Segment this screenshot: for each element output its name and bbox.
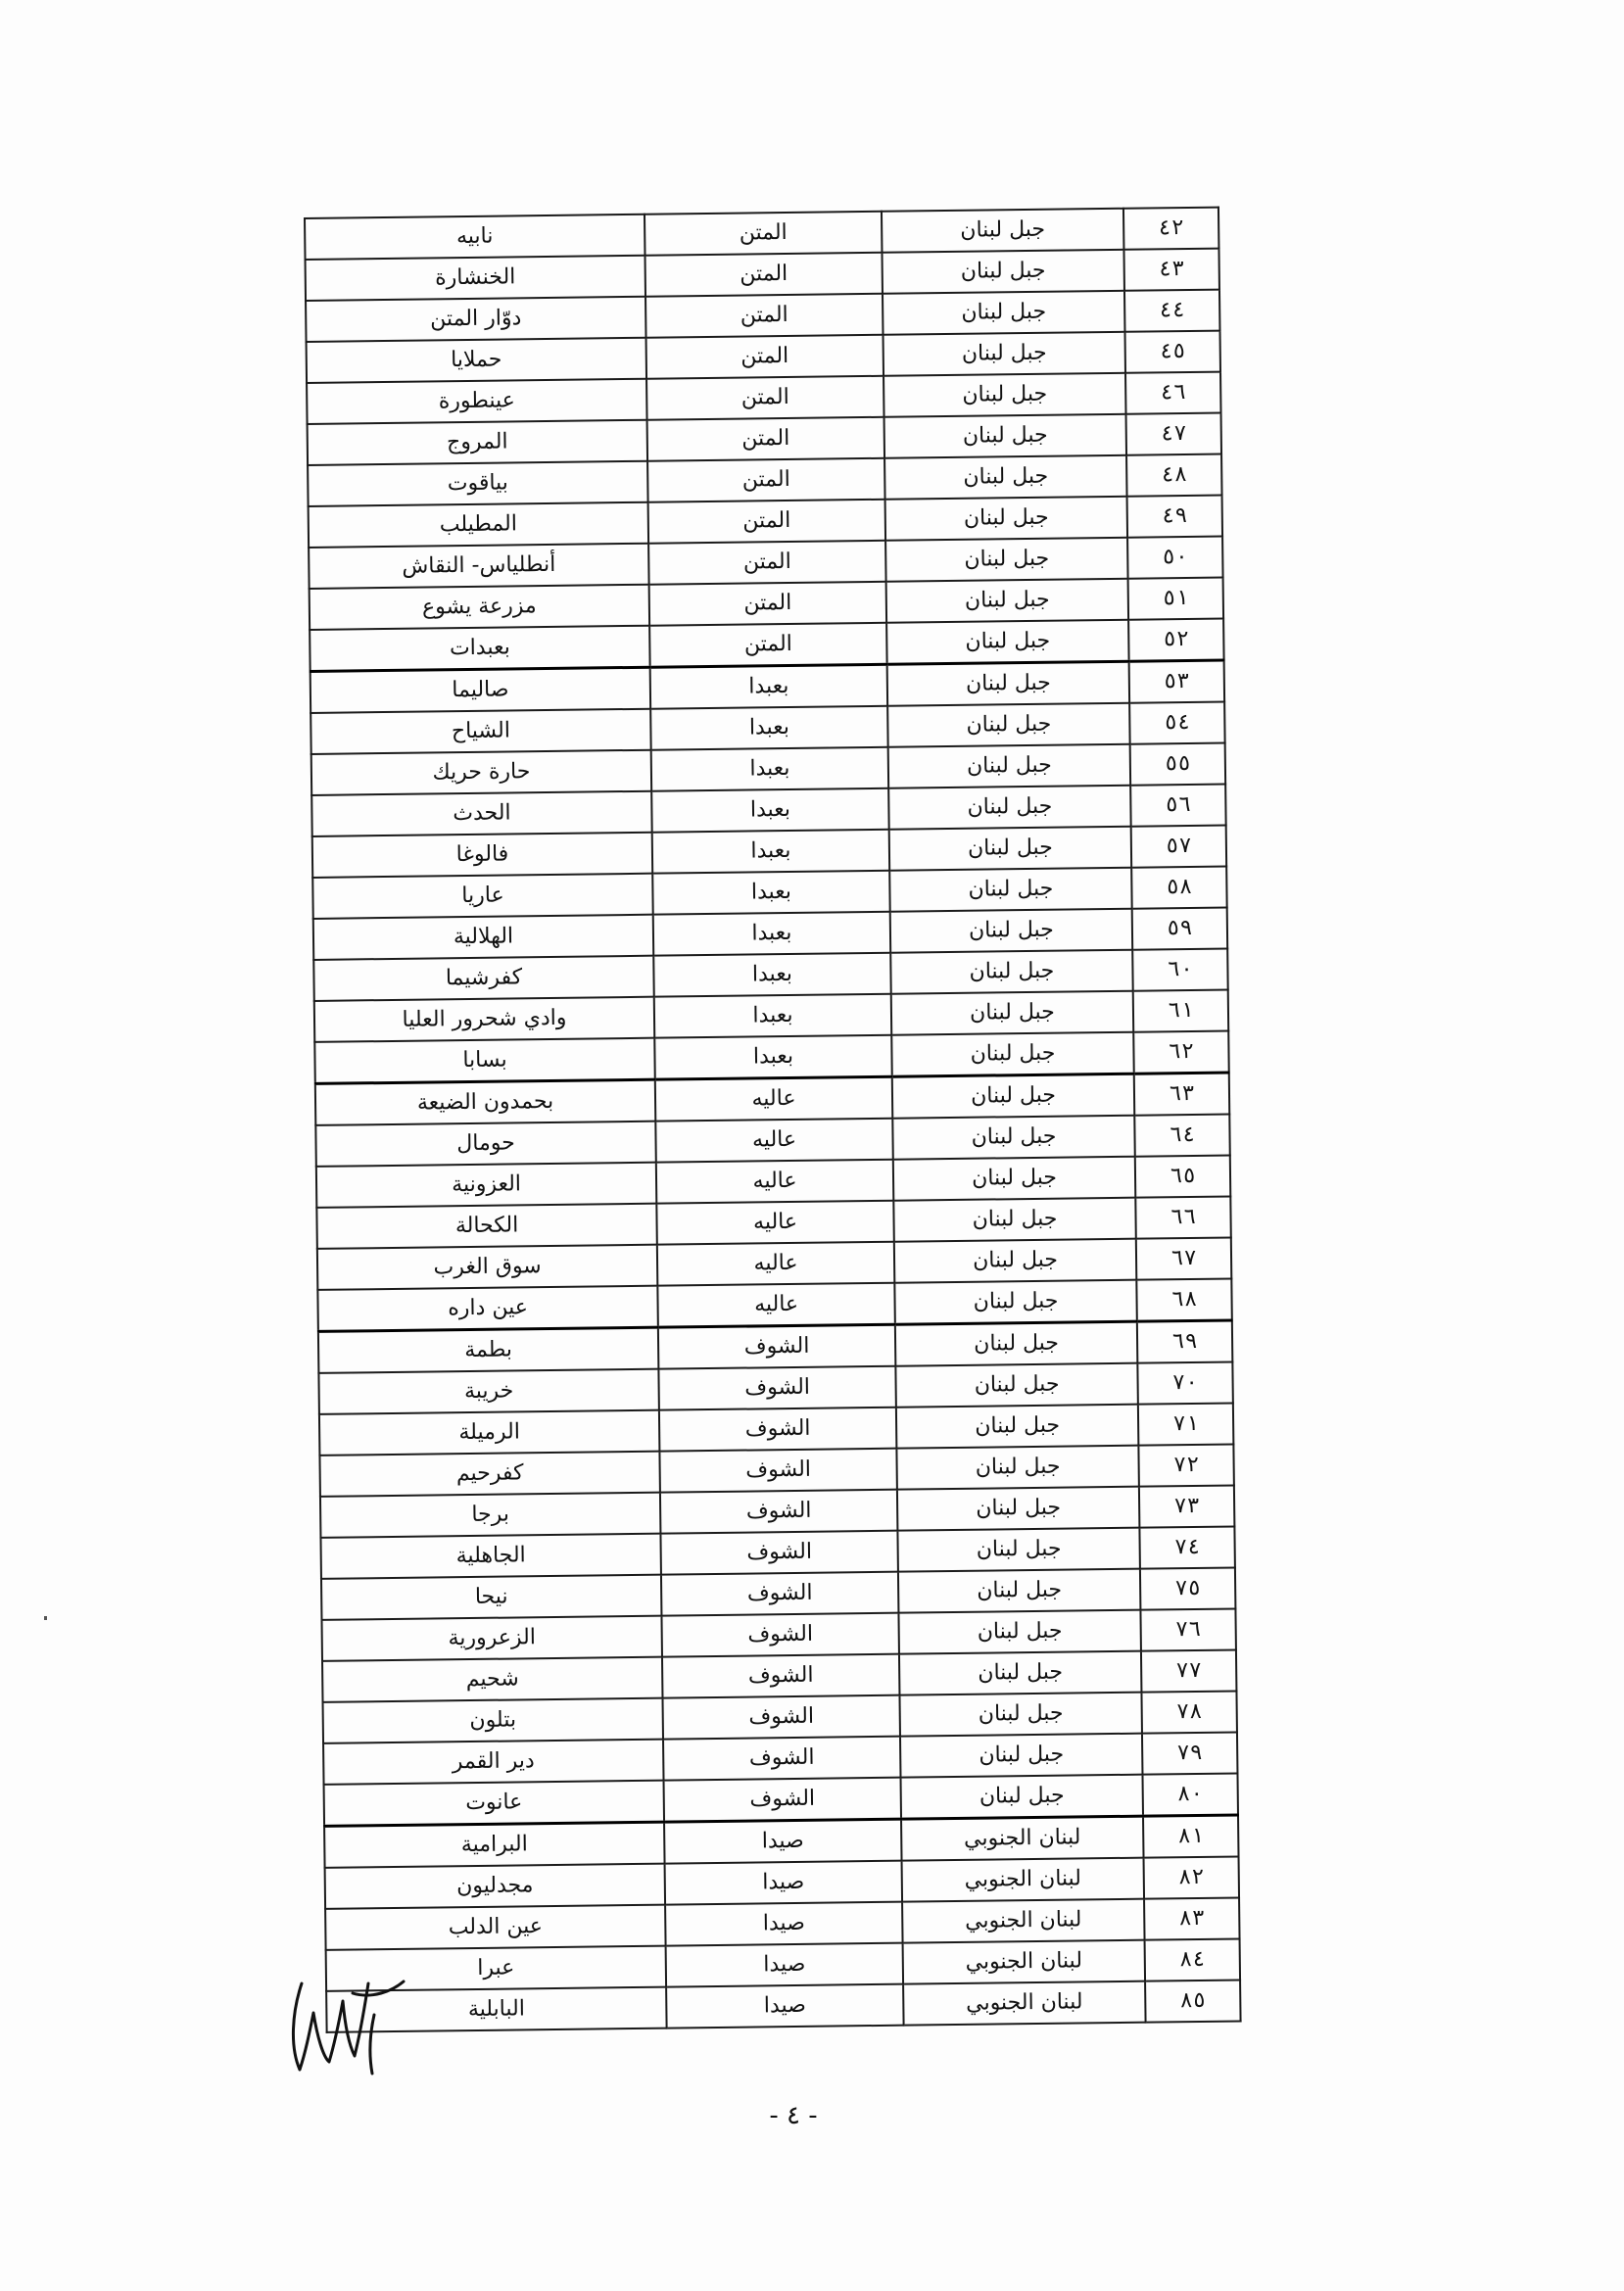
row-number-cell: ٧٤ [1139, 1526, 1235, 1568]
village-cell: خريبة [318, 1369, 658, 1414]
district-cell: بعبدا [650, 706, 887, 750]
village-cell: مجدليون [325, 1864, 665, 1909]
village-cell: عين الدلب [325, 1905, 665, 1950]
village-cell: الجاهلية [320, 1534, 660, 1579]
district-cell: عاليه [655, 1076, 893, 1121]
governorate-cell: جبل لبنان [895, 1321, 1138, 1366]
district-cell: الشوف [663, 1737, 900, 1781]
district-cell: المتن [648, 541, 885, 585]
row-number-cell: ٤٢ [1123, 208, 1219, 250]
district-cell: الشوف [658, 1324, 896, 1368]
village-cell: الحدث [311, 791, 651, 836]
row-number-cell: ٧٢ [1138, 1444, 1234, 1486]
governorate-cell: جبل لبنان [893, 1198, 1135, 1242]
governorate-cell: جبل لبنان [901, 1775, 1144, 1820]
district-cell: بعبدا [654, 1035, 892, 1079]
governorate-cell: جبل لبنان [886, 620, 1129, 665]
row-number-cell: ٥٩ [1132, 908, 1228, 950]
district-cell: المتن [645, 212, 882, 256]
village-cell: بعبدات [310, 626, 649, 672]
row-number-cell: ٥٦ [1130, 785, 1226, 827]
district-cell: المتن [646, 335, 884, 379]
governorate-cell: جبل لبنان [887, 703, 1129, 747]
village-cell: برجا [320, 1493, 660, 1538]
district-cell: عاليه [657, 1242, 894, 1286]
governorate-cell: جبل لبنان [897, 1487, 1139, 1531]
village-cell: بياقوت [308, 461, 647, 506]
village-cell: دير القمر [323, 1740, 663, 1785]
governorate-cell: جبل لبنان [892, 1116, 1134, 1160]
governorate-cell: جبل لبنان [882, 250, 1123, 294]
row-number-cell: ٧٨ [1141, 1691, 1237, 1733]
village-cell: نيحا [321, 1575, 661, 1620]
village-cell: عبرا [326, 1946, 666, 1991]
district-cell: المتن [645, 253, 882, 297]
district-cell: صيدا [666, 1943, 903, 1987]
row-number-cell: ٧٩ [1142, 1732, 1238, 1774]
governorate-cell: جبل لبنان [898, 1569, 1140, 1613]
governorate-cell: جبل لبنان [882, 209, 1123, 253]
village-cell: وادي شحرور العليا [314, 997, 654, 1042]
district-cell: المتن [646, 376, 884, 420]
governorate-cell: لبنان الجنوبي [902, 1858, 1144, 1902]
governorate-cell: جبل لبنان [888, 744, 1130, 788]
village-cell: شحيم [322, 1657, 662, 1702]
governorate-cell: لبنان الجنوبي [901, 1816, 1144, 1861]
village-cell: الكحالة [316, 1204, 656, 1249]
village-cell: العزونية [316, 1163, 656, 1208]
row-number-cell: ٧٠ [1137, 1362, 1233, 1405]
district-cell: صيدا [664, 1819, 902, 1863]
village-cell: صاليما [310, 667, 650, 713]
village-cell: المروج [308, 420, 647, 465]
row-number-cell: ٨١ [1143, 1815, 1239, 1858]
governorate-cell: جبل لبنان [884, 455, 1126, 500]
village-cell: بطمة [318, 1327, 658, 1373]
row-number-cell: ٥٨ [1131, 867, 1227, 909]
governorate-cell: جبل لبنان [884, 414, 1126, 458]
row-number-cell: ٨٥ [1145, 1980, 1241, 2022]
village-cell: حملايا [307, 338, 646, 383]
governorate-cell: جبل لبنان [899, 1651, 1141, 1695]
row-number-cell: ٦٧ [1136, 1238, 1232, 1280]
village-cell: الهلالية [313, 915, 653, 960]
scan-speck [44, 1616, 47, 1620]
row-number-cell: ٧٦ [1140, 1608, 1236, 1650]
row-number-cell: ٤٧ [1126, 413, 1222, 455]
district-cell: المتن [645, 294, 883, 338]
village-cell: بتلون [323, 1698, 663, 1743]
governorate-cell: لبنان الجنوبي [903, 1940, 1145, 1984]
village-cell: نابيه [305, 215, 645, 260]
village-cell: عين داره [317, 1286, 657, 1332]
governorate-cell: جبل لبنان [890, 950, 1132, 994]
district-cell: الشوف [662, 1695, 899, 1740]
row-number-cell: ٦٦ [1135, 1197, 1231, 1239]
row-number-cell: ٦٣ [1134, 1073, 1230, 1116]
governorate-cell: جبل لبنان [898, 1610, 1140, 1654]
governorate-cell: جبل لبنان [884, 373, 1125, 417]
district-cell: الشوف [660, 1531, 897, 1575]
governorate-cell: جبل لبنان [894, 1239, 1136, 1283]
row-number-cell: ٦١ [1133, 990, 1229, 1032]
district-cell: بعبدا [653, 912, 890, 956]
district-cell: الشوف [659, 1408, 896, 1452]
villages-table-body [305, 208, 1241, 2032]
village-cell: سوق الغرب [317, 1245, 657, 1290]
governorate-cell: جبل لبنان [884, 332, 1125, 376]
village-cell: بحمدون الضيعة [315, 1079, 655, 1125]
village-cell: الرميلة [319, 1410, 659, 1456]
district-cell: المتن [649, 582, 886, 626]
row-number-cell: ٥٥ [1130, 743, 1226, 786]
row-number-cell: ٧٣ [1139, 1485, 1235, 1527]
village-cell: بسابا [314, 1038, 654, 1084]
row-number-cell: ٥٣ [1129, 660, 1225, 703]
row-number-cell: ٤٤ [1124, 290, 1220, 332]
district-cell: عاليه [656, 1160, 893, 1204]
district-cell: عاليه [656, 1201, 893, 1245]
row-number-cell: ٨٤ [1145, 1938, 1241, 1981]
row-number-cell: ٧٥ [1140, 1567, 1236, 1609]
row-number-cell: ٥٤ [1129, 702, 1225, 744]
district-cell: صيدا [665, 1861, 902, 1905]
governorate-cell: جبل لبنان [892, 1074, 1135, 1119]
governorate-cell: لبنان الجنوبي [903, 1981, 1145, 2026]
village-cell: عانوت [324, 1781, 664, 1827]
village-cell: عينطورة [307, 379, 646, 424]
district-cell: المتن [649, 623, 887, 667]
district-cell: بعبدا [652, 830, 889, 874]
district-cell: بعبدا [651, 788, 888, 833]
district-cell: بعبدا [654, 994, 891, 1038]
row-number-cell: ٤٩ [1127, 496, 1223, 538]
row-number-cell: ٥٧ [1131, 826, 1227, 868]
village-cell: الشياح [310, 709, 650, 754]
row-number-cell: ٦٤ [1134, 1115, 1230, 1157]
village-cell: عاريا [312, 874, 652, 919]
village-cell: فالوغا [312, 833, 652, 878]
row-number-cell: ٦٢ [1133, 1031, 1229, 1074]
district-cell: عاليه [655, 1119, 892, 1163]
row-number-cell: ٦٥ [1135, 1156, 1231, 1198]
governorate-cell: جبل لبنان [889, 868, 1131, 912]
governorate-cell: جبل لبنان [883, 291, 1124, 335]
governorate-cell: جبل لبنان [885, 538, 1127, 582]
row-number-cell: ٨٢ [1144, 1856, 1240, 1898]
district-cell: بعبدا [650, 664, 888, 708]
village-cell: مزرعة يشوع [310, 585, 649, 630]
signature-icon [284, 1954, 411, 2081]
village-cell: الزعرورية [321, 1616, 661, 1661]
village-cell: حارة حريك [311, 750, 651, 795]
governorate-cell: جبل لبنان [894, 1280, 1137, 1325]
governorate-cell: جبل لبنان [895, 1363, 1137, 1408]
row-number-cell: ٥٢ [1128, 619, 1224, 662]
village-cell: دوّار المتن [306, 297, 645, 342]
district-cell: الشوف [662, 1654, 899, 1698]
village-cell: أنطلياس- النقاش [309, 544, 648, 589]
district-cell: الشوف [664, 1778, 902, 1822]
governorate-cell: لبنان الجنوبي [902, 1899, 1144, 1943]
district-cell: بعبدا [653, 953, 890, 997]
governorate-cell: جبل لبنان [891, 991, 1133, 1035]
governorate-cell: جبل لبنان [900, 1734, 1142, 1778]
row-number-cell: ٧٧ [1141, 1649, 1237, 1692]
row-number-cell: ٥١ [1128, 578, 1224, 620]
governorate-cell: جبل لبنان [896, 1405, 1138, 1449]
governorate-cell: جبل لبنان [886, 579, 1128, 623]
village-cell: الخنشارة [306, 256, 645, 301]
page-number: - ٤ - [769, 2101, 818, 2130]
district-cell: الشوف [658, 1366, 895, 1410]
governorate-cell: جبل لبنان [891, 1032, 1134, 1077]
village-cell: المطيلب [309, 502, 648, 548]
village-cell: البرامية [324, 1822, 664, 1868]
governorate-cell: جبل لبنان [889, 827, 1131, 871]
governorate-cell: جبل لبنان [897, 1528, 1139, 1572]
villages-table [304, 207, 1242, 2033]
row-number-cell: ٤٥ [1124, 331, 1220, 373]
governorate-cell: جبل لبنان [899, 1693, 1141, 1737]
row-number-cell: ٦٩ [1137, 1320, 1233, 1363]
governorate-cell: جبل لبنان [896, 1446, 1138, 1490]
district-cell: صيدا [665, 1902, 902, 1946]
district-cell: عاليه [657, 1283, 895, 1327]
district-cell: صيدا [666, 1984, 903, 2028]
governorate-cell: جبل لبنان [893, 1157, 1135, 1201]
governorate-cell: جبل لبنان [885, 497, 1127, 541]
village-cell: البابلية [326, 1987, 666, 2032]
district-cell: المتن [647, 417, 884, 461]
district-cell: الشوف [661, 1572, 898, 1616]
district-cell: الشوف [661, 1613, 898, 1657]
row-number-cell: ٦٨ [1136, 1279, 1232, 1322]
village-cell: حومال [315, 1122, 655, 1167]
governorate-cell: جبل لبنان [890, 909, 1132, 953]
village-cell: كفرحيم [319, 1452, 659, 1497]
row-number-cell: ٥٠ [1127, 537, 1223, 579]
district-cell: الشوف [659, 1449, 896, 1493]
governorate-cell: جبل لبنان [887, 661, 1130, 706]
district-cell: بعبدا [652, 871, 889, 915]
district-cell: المتن [647, 458, 884, 502]
row-number-cell: ٤٦ [1125, 372, 1221, 414]
district-cell: بعبدا [651, 747, 888, 791]
village-cell: كفرشيما [313, 956, 653, 1001]
row-number-cell: ٤٣ [1123, 249, 1219, 291]
district-cell: الشوف [660, 1490, 897, 1534]
row-number-cell: ٧١ [1138, 1403, 1234, 1445]
district-cell: المتن [648, 500, 885, 544]
row-number-cell: ٨٠ [1142, 1773, 1238, 1816]
governorate-cell: جبل لبنان [888, 786, 1130, 830]
row-number-cell: ٦٠ [1132, 949, 1228, 991]
row-number-cell: ٨٣ [1144, 1897, 1240, 1939]
row-number-cell: ٤٨ [1126, 454, 1222, 497]
